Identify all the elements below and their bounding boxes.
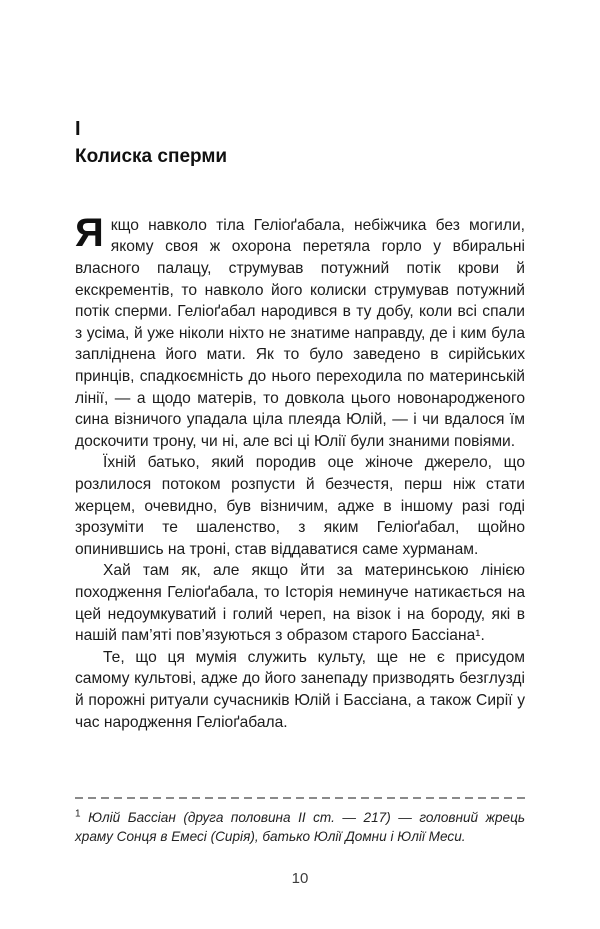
page-content <box>75 118 525 733</box>
chapter-title: Колиска сперми <box>75 146 228 167</box>
chapter-number: I <box>75 118 81 140</box>
footnote <box>75 808 525 846</box>
page-number: 10 <box>291 870 309 887</box>
paragraph <box>75 210 525 453</box>
paragraph-text: кщо навколо тіла Геліоґабала, небіжчика без могили, якому своя ж охорона перетяла горло у вбиральні власного палацу, струмував потужний потік крови й екскрементів, то навколо його колиски струмував потужний потік сперми. Геліоґабал народився в ту добу, коли всі спали з усіма, й уже ніколи ніхто не знатиме направду, де і ким була запліднена його мати. Як то було заведено в сирійських принців, спадкоємність до нього переходила по материнській лінії, — а щодо матерів, то довкола цього новонародженого сина візничого упадала ціла плеяда Юлій, — і чи вдалося їм доскочити трону, чи ні, але всі ці Юлії були знаними повіями. <box>75 216 525 450</box>
paragraph: Хай там як, але якщо йти за материнською лінією походження Геліоґабала, то Історія неминуче натикається на цей недоумкуватий і голий череп, на візок і на бороду, які в нашій пам’яті пов’язуються з образом старого Бассіана¹. <box>75 562 525 645</box>
footnote-text: Юлій Бассіан (друга половина II ст. — 217) — головний жрець храму Сонця в Емесі (Сирія), батько Юлії Домни і Юлії Меси. <box>75 810 525 844</box>
paragraph: Їхній батько, який породив оце жіноче джерело, що розлилося потоком розпусти й безчестя, перш ніж стати жерцем, очевидно, був візничим, адже в іншому разі годі зрозуміти те шаленство, з яким Геліоґабал, щойно опинившись на троні, став віддаватися саме хурманам. <box>75 454 525 558</box>
footnote-separator <box>75 797 525 799</box>
footnote-block <box>75 797 525 846</box>
footnote-marker: 1 <box>75 808 81 820</box>
paragraph: Те, що ця мумія служить культу, ще не є присудом самому культові, адже до його занепаду призводять безглузді й порожні ритуали сучасників Юлій і Бассіана, а також Сирії у час народження Геліоґабала. <box>75 648 525 731</box>
drop-cap: Я <box>75 210 104 255</box>
body-text <box>75 210 525 733</box>
